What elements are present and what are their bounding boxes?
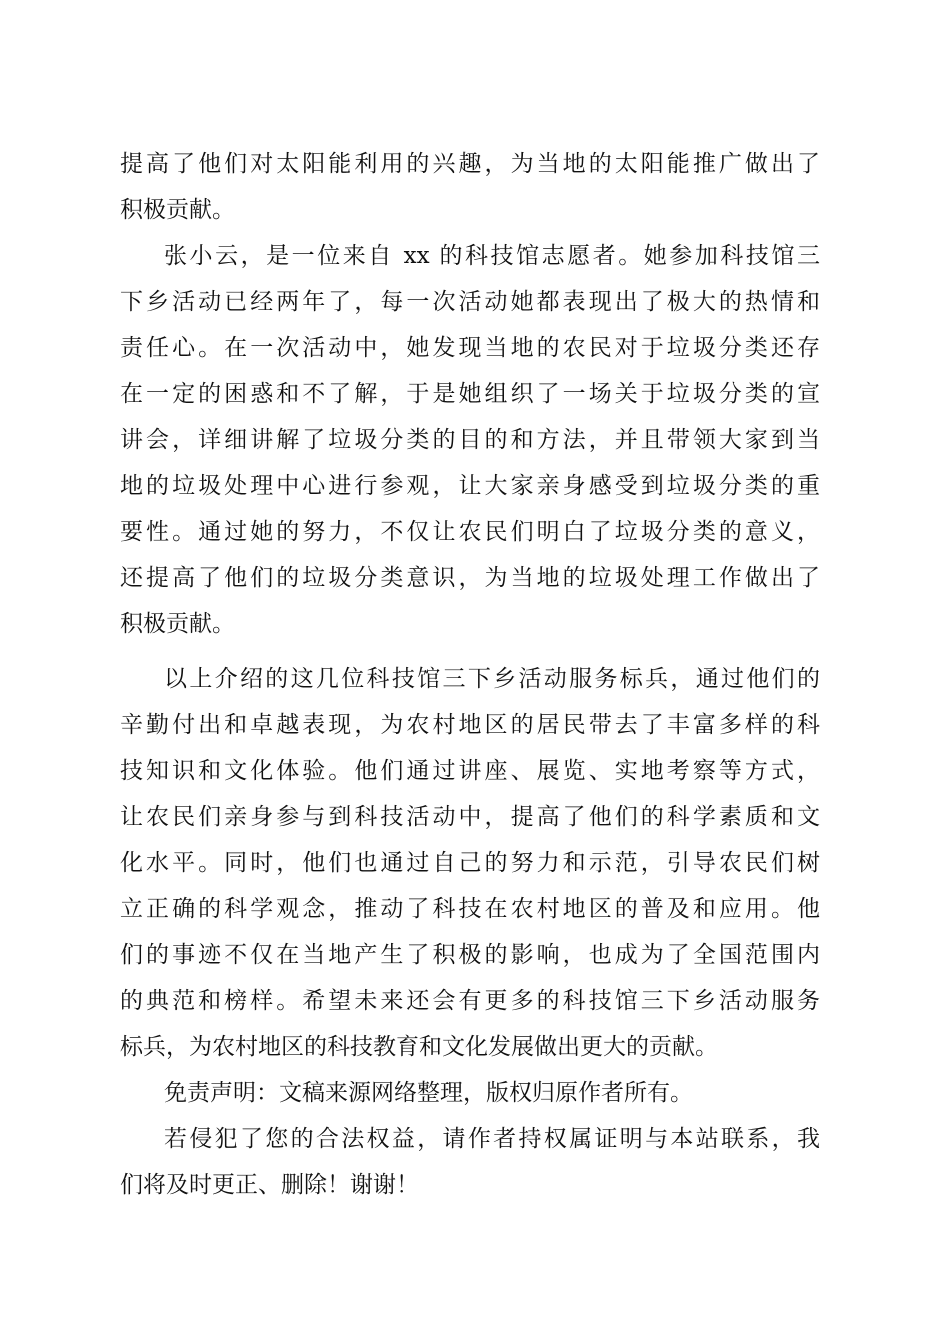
paragraph-3-line-1: 以上介绍的这几位科技馆三下乡活动服务标兵，通过他们的 xyxy=(164,666,820,692)
paragraph-2-line-6: 地的垃圾处理中心进行参观，让大家亲身感受到垃圾分类的重 xyxy=(120,473,820,499)
paragraph-2-line-5: 讲会，详细讲解了垃圾分类的目的和方法，并且带领大家到当 xyxy=(120,427,820,453)
notice-line-1: 若侵犯了您的合法权益，请作者持权属证明与本站联系，我 xyxy=(164,1126,820,1152)
paragraph-2-line-2: 下乡活动已经两年了，每一次活动她都表现出了极大的热情和 xyxy=(120,289,820,315)
paragraph-2-line-4: 在一定的困惑和不了解，于是她组织了一场关于垃圾分类的宣 xyxy=(120,381,820,407)
paragraph-3-line-2: 辛勤付出和卓越表现，为农村地区的居民带去了丰富多样的科 xyxy=(120,712,820,738)
notice-line-2: 们将及时更正、删除！谢谢！ xyxy=(120,1172,419,1198)
paragraph-2-line-9: 积极贡献。 xyxy=(120,611,235,637)
paragraph-2-line-8: 还提高了他们的垃圾分类意识，为当地的垃圾处理工作做出了 xyxy=(120,565,820,591)
paragraph-3-line-5: 化水平。同时，他们也通过自己的努力和示范，引导农民们树 xyxy=(120,850,820,876)
paragraph-1-line-1: 提高了他们对太阳能利用的兴趣，为当地的太阳能推广做出了 xyxy=(120,151,820,177)
paragraph-2-line-1: 张小云，是一位来自 xx 的科技馆志愿者。她参加科技馆三 xyxy=(164,243,820,269)
paragraph-3-line-4: 让农民们亲身参与到科技活动中，提高了他们的科学素质和文 xyxy=(120,804,820,830)
paragraph-1-line-2: 积极贡献。 xyxy=(120,197,235,223)
paragraph-3-line-7: 们的事迹不仅在当地产生了积极的影响，也成为了全国范围内 xyxy=(120,942,820,968)
disclaimer-line-1: 免责声明：文稿来源网络整理，版权归原作者所有。 xyxy=(164,1080,693,1106)
paragraph-3-line-6: 立正确的科学观念，推动了科技在农村地区的普及和应用。他 xyxy=(120,896,820,922)
paragraph-3-line-8: 的典范和榜样。希望未来还会有更多的科技馆三下乡活动服务 xyxy=(120,988,820,1014)
paragraph-2-line-7: 要性。通过她的努力，不仅让农民们明白了垃圾分类的意义， xyxy=(120,519,820,545)
paragraph-3-line-3: 技知识和文化体验。他们通过讲座、展览、实地考察等方式， xyxy=(120,758,820,784)
paragraph-2-line-3: 责任心。在一次活动中，她发现当地的农民对于垃圾分类还存 xyxy=(120,335,820,361)
paragraph-3-line-9: 标兵，为农村地区的科技教育和文化发展做出更大的贡献。 xyxy=(120,1034,718,1060)
